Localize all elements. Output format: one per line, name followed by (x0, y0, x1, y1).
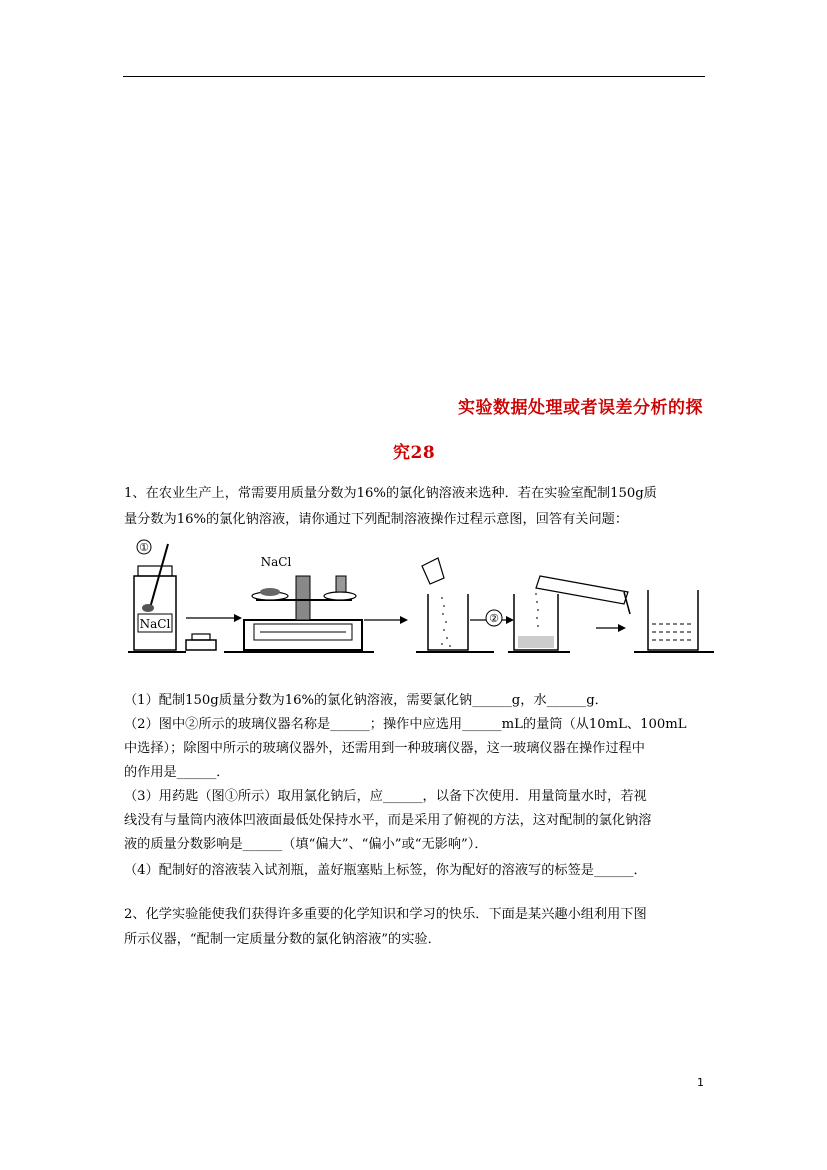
reagent-jar-icon (134, 540, 216, 650)
question1-sub2-line1: （2）图中②所示的玻璃仪器名称是______；操作中应选用______mL的量筒（从10mL、100mL (124, 717, 687, 732)
graduated-cylinder-icon (514, 576, 630, 650)
question1-sub3-line3: 液的质量分数影响是______（填“偏大”、“偏小”或“无影响”）． (124, 837, 488, 852)
figure-svg (124, 536, 714, 660)
arrow-icon (470, 610, 514, 626)
arrow-icon (596, 624, 626, 632)
arrow-icon (186, 614, 242, 622)
question1-sub3-line2: 线没有与量筒内液体凹液面最低处保持水平，而是采用了俯视的方法，这对配制的氯化钠溶 (124, 813, 652, 828)
document-title-line2: 究28 (393, 443, 436, 463)
step2-label: ② (489, 612, 499, 625)
header-rule (123, 76, 705, 77)
beaker-icon (422, 558, 468, 650)
question1-sub3-line1: （3）用药匙（图①所示）取用氯化钠后，应______，以备下次使用．用量筒量水时，若视 (124, 789, 647, 804)
page-number: 1 (697, 1076, 704, 1089)
question1-sub1: （1）配制150g质量分数为16%的氯化钠溶液，需要氯化钠______g，水______g． (124, 693, 608, 708)
solution-preparation-figure (124, 536, 714, 660)
question1-intro-line1: 1、在农业生产上，常需要用质量分数为16%的氯化钠溶液来选种．若在实验室配制150g质 (124, 486, 657, 501)
balance-icon (244, 555, 362, 650)
balance-nacl-label: NaCl (260, 555, 292, 569)
question1-intro-line2: 量分数为16%的氯化钠溶液，请你通过下列配制溶液操作过程示意图，回答有关问题： (124, 512, 629, 527)
document-title-line1: 实验数据处理或者误差分析的探 (458, 398, 703, 418)
arrow-icon (364, 616, 408, 624)
question2-line2: 所示仪器，“配制一定质量分数的氯化钠溶液”的实验． (124, 932, 441, 947)
solution-beaker-icon (648, 590, 698, 650)
question1-sub2-line2: 中选择）；除图中所示的玻璃仪器外，还需用到一种玻璃仪器，这一玻璃仪器在操作过程中 (124, 741, 645, 756)
step1-label: ① (139, 541, 149, 554)
question1-sub4: （4）配制好的溶液装入试剂瓶，盖好瓶塞贴上标签，你为配好的溶液写的标签是______． (124, 863, 647, 878)
question2-line1: 2、化学实验能使我们获得许多重要的化学知识和学习的快乐．下面是某兴趣小组利用下图 (124, 907, 647, 922)
jar-nacl-label: NaCl (139, 617, 171, 631)
question1-sub2-line3: 的作用是______． (124, 765, 230, 780)
